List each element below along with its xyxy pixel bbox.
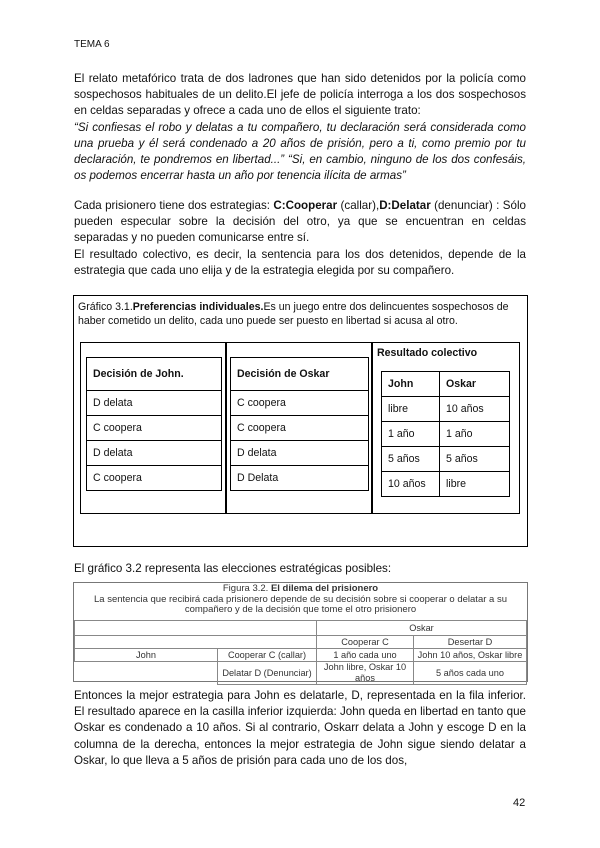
result-cell: 5 años (440, 447, 510, 472)
result-cell: libre (440, 472, 510, 497)
row-delatar: Delatar D (Denunciar) (218, 662, 317, 685)
figure-3-2-label: Figura 3.2. (222, 583, 271, 594)
result-panel (372, 342, 520, 514)
oskar-cell: D Delata (231, 466, 369, 491)
figure-3-1-label: Gráfico 3.1. (78, 301, 133, 313)
figure-3-1-caption (78, 301, 523, 328)
strategies-rest: Sólo pueden especular sobre la decisión del otro, ya que se encuentran en celdas separadas y no pueden comunicarse entre sí. (74, 199, 527, 245)
result-cell: libre (382, 397, 440, 422)
oskar-table (230, 357, 369, 491)
page-header: TEMA 6 (74, 39, 110, 50)
john-header: Decisión de John. (87, 358, 222, 391)
closing-paragraph: Entonces la mejor estrategia para John es delatarle, D, representada en la fila inferior. El resultado aparece en la casilla inferior izquierda: John queda en libertad en tanto que Oskar es condenado a 10 años. Si al contrario, Oskarr delata a John y escoge D en la columna de la derecha, entonces la mejor estrategia de John sigue siendo delatar a Oskar, lo que lleva a 5 años de prisión para cada uno de los dos, (74, 689, 526, 767)
col-cooperar: Cooperar C (317, 636, 414, 649)
result-col-john: John (382, 372, 440, 397)
john-cell: C coopera (87, 416, 222, 441)
col-desertar: Desertar D (414, 636, 527, 649)
figure-3-1-title: Preferencias individuales. (132, 301, 264, 313)
figure-3-2-text: La sentencia que recibirá cada prisionero depende de su decisión sobre si cooperar o delatar a su compañero y de la decisión que tome el otro prisionero (94, 593, 507, 615)
page-number: 42 (513, 797, 526, 809)
result-paragraph: El resultado colectivo, es decir, la sentencia para los dos detenidos, depende de la estrategia que cada uno elija y de la estrategia elegida por su compañero. (74, 247, 526, 277)
john-label: John (75, 649, 218, 662)
strategies-lead: Cada prisionero tiene dos estrategias: (74, 199, 274, 212)
john-panel (80, 342, 226, 514)
john-table (86, 357, 222, 491)
result-cell: 10 años (440, 397, 510, 422)
figure-3-2-title: El dilema del prisionero (270, 583, 379, 594)
figure-3-1-text: Es un juego entre dos delincuentes sospechosos de haber cometido un delito, cada uno puede ser puesto en libertad si acusa al otro. (78, 301, 509, 327)
result-cell: 10 años (382, 472, 440, 497)
quote-paragraph: “Si confiesas el robo y delatas a tu compañero, tu declaración será considerada como una prueba y él será condenado a 20 años de prisión, pero a ti, como premio por tu declaración, te pondremos en libertad...” “Si, en cambio, ninguno de los dos confesáis, os podemos encerrar hasta un año por tenencia ilícita de armas” (74, 120, 526, 183)
dilemma-table (74, 620, 527, 685)
figure-3-1 (73, 295, 528, 547)
oskar-cell: C coopera (231, 391, 369, 416)
intro-paragraph: El relato metafórico trata de dos ladrones que han sido detenidos por la policía como sospechosos habituales de un delito.El jefe de policía interroga a los dos sospechosos en celdas separadas y ofrece a cada uno de ellos el siguiente trato: (74, 72, 526, 118)
blank-cell (75, 662, 218, 685)
oskar-header: Decisión de Oskar (231, 358, 369, 391)
result-cell: 1 año (382, 422, 440, 447)
result-cell: 5 años (382, 447, 440, 472)
oskar-cell: D delata (231, 441, 369, 466)
blank-cell (75, 636, 317, 649)
blank-cell (75, 621, 317, 636)
john-cell: D delata (87, 441, 222, 466)
figure-3-2-intro: El gráfico 3.2 representa las elecciones estratégicas posibles: (74, 562, 392, 575)
john-cell: D delata (87, 391, 222, 416)
cell-cooperar-cooperar: 1 año cada uno (317, 649, 414, 662)
cooperar-label: C:Cooperar (273, 199, 338, 212)
row-cooperar: Cooperar C (callar) (218, 649, 317, 662)
figure-3-2-caption (74, 583, 527, 616)
cooperar-note: (callar), (337, 199, 380, 212)
oskar-panel (226, 342, 372, 514)
figure-3-2 (73, 582, 528, 682)
result-col-oskar: Oskar (440, 372, 510, 397)
intro-section (74, 71, 526, 184)
oskar-header: Oskar (317, 621, 527, 636)
strategies-section (74, 198, 526, 279)
result-cell: 1 año (440, 422, 510, 447)
cell-delatar-desertar: 5 años cada uno (414, 662, 527, 685)
strategies-paragraph (74, 198, 526, 247)
delatar-note: (denunciar) : (430, 199, 500, 212)
result-table (381, 371, 510, 497)
cell-delatar-cooperar: John libre, Oskar 10 años (317, 662, 414, 685)
figure-3-2-heading (74, 584, 527, 595)
oskar-cell: C coopera (231, 416, 369, 441)
delatar-label: D:Delatar (379, 199, 431, 212)
cell-cooperar-desertar: John 10 años, Oskar libre (414, 649, 527, 662)
result-header: Resultado colectivo (377, 347, 478, 359)
john-cell: C coopera (87, 466, 222, 491)
